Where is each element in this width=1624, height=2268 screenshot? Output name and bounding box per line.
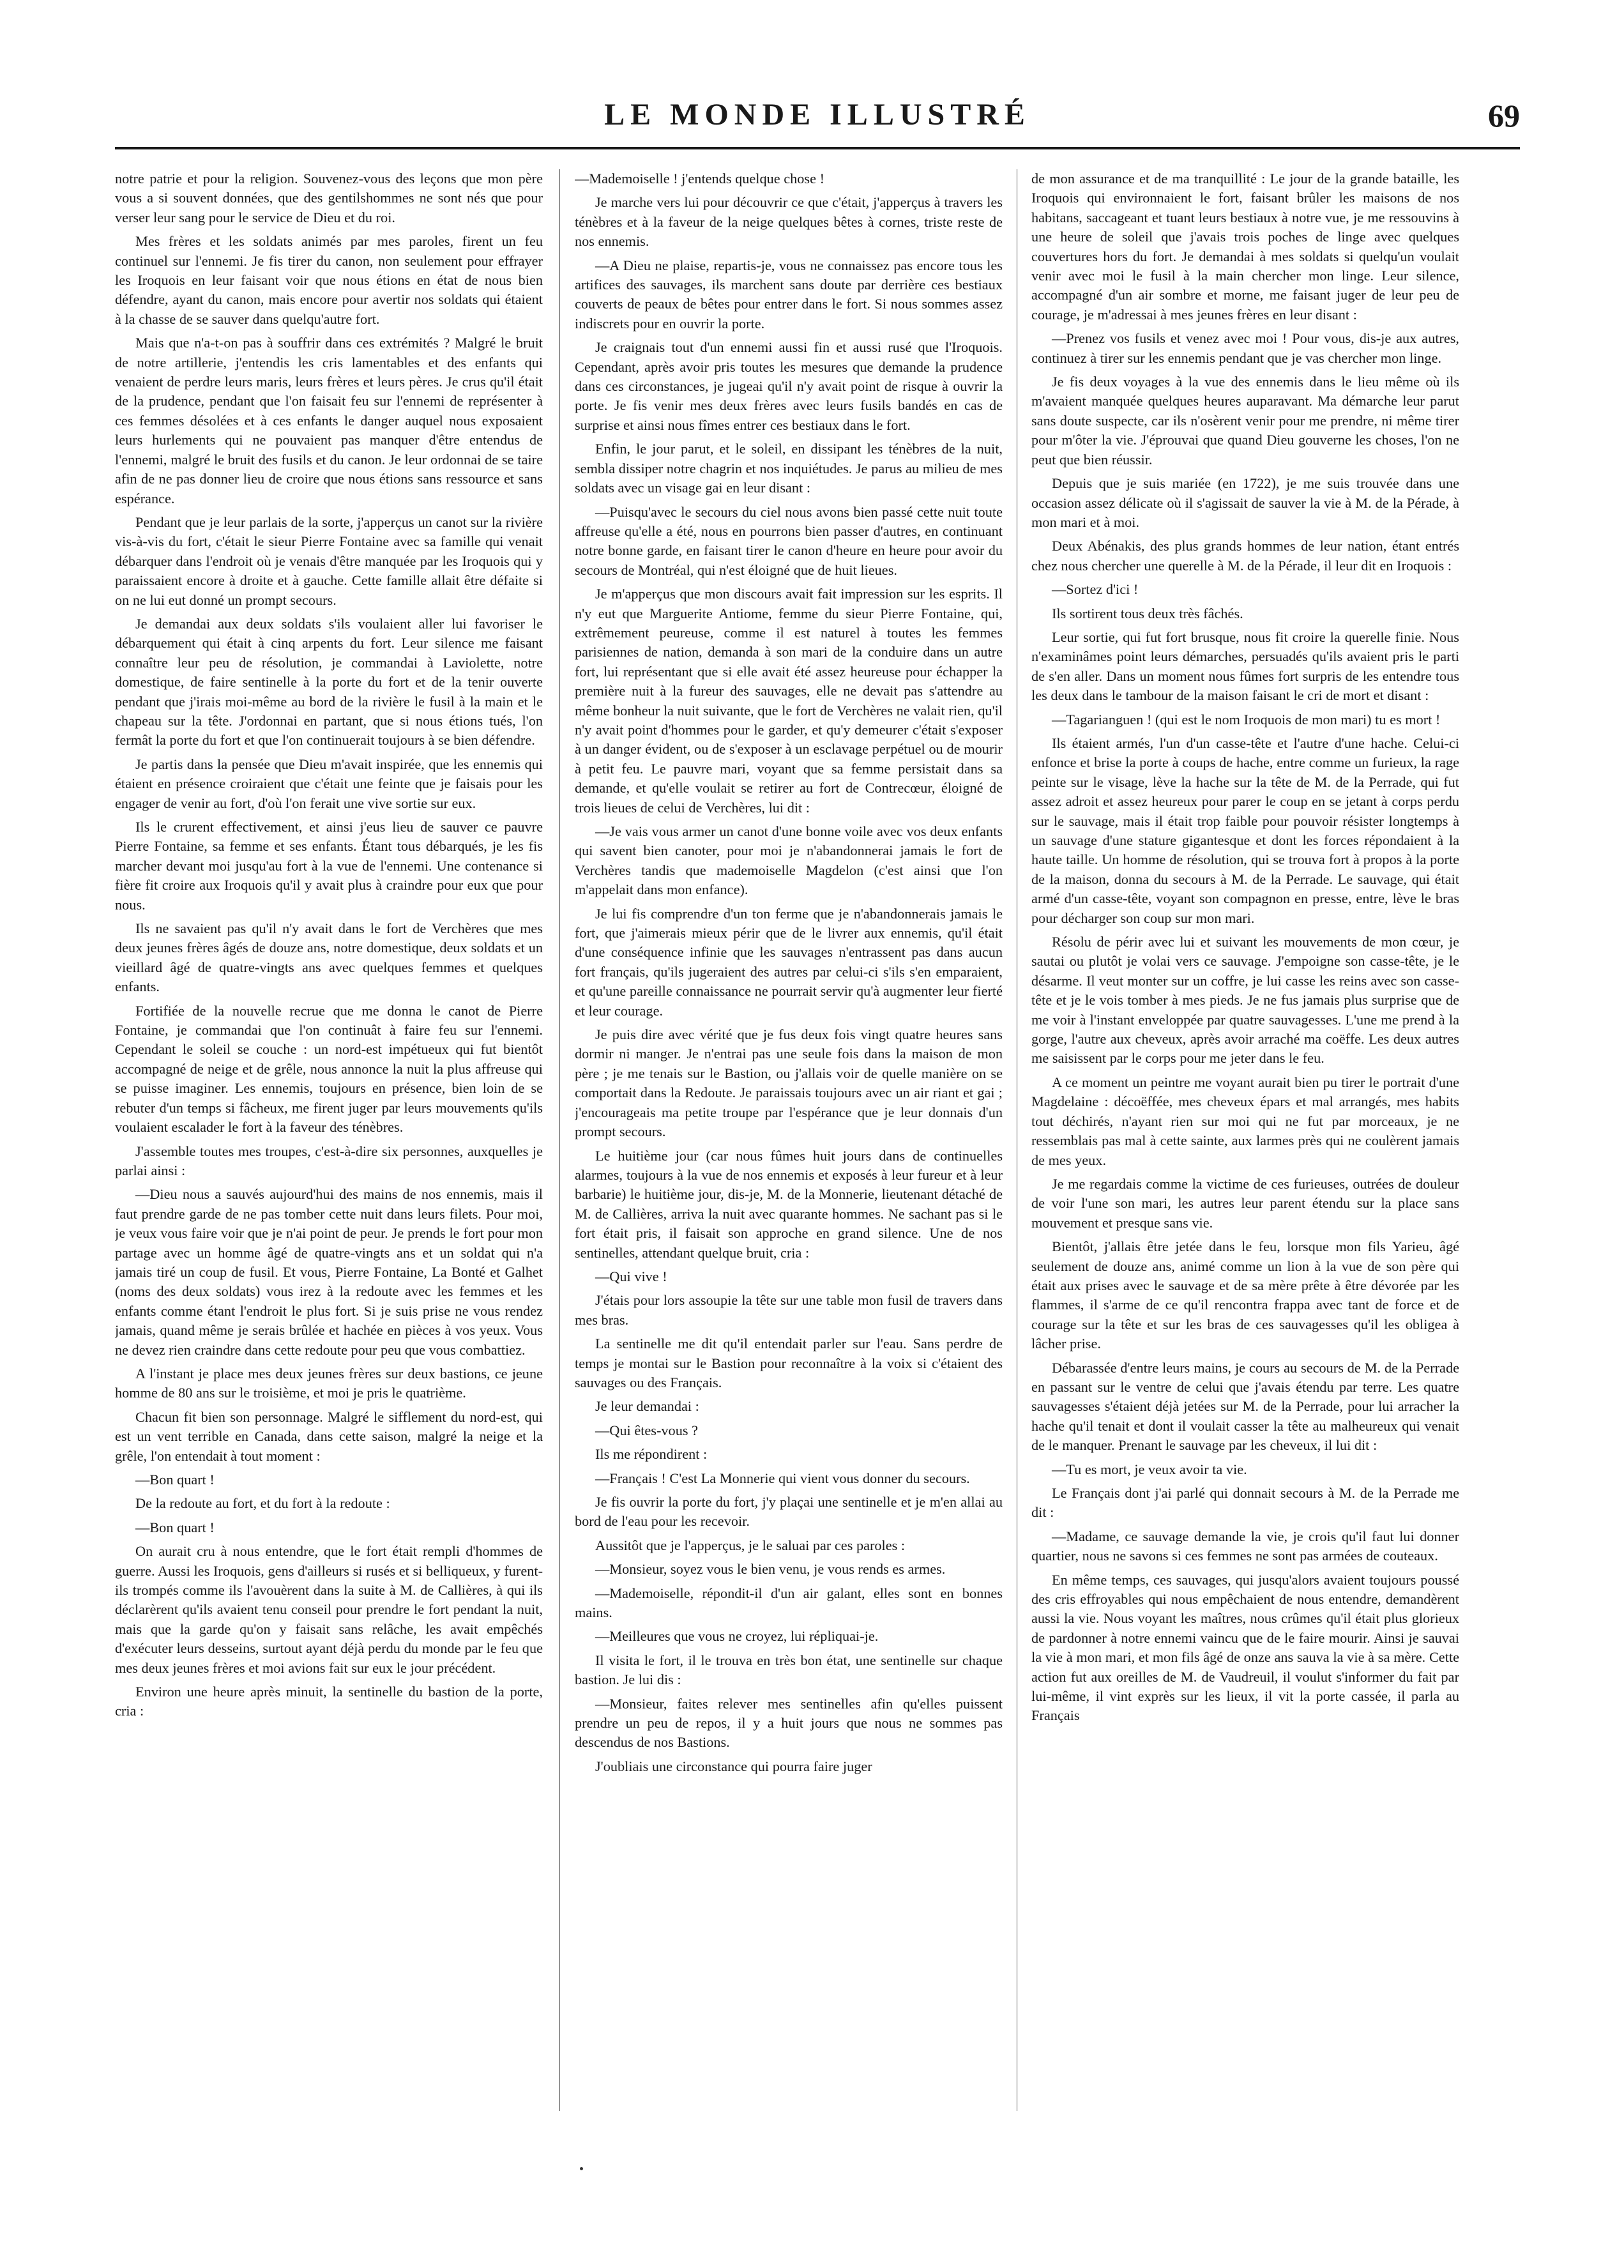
paragraph: Bientôt, j'allais être jetée dans le feu, lorsque mon fils Yarieu, âgé seulement de douze ans, animé comme un lion à la vue de son père qui était aux prises avec le sauvage et de sa mère prête à être dévorée par les flammes, il s'arme de ce qu'il rencontra frappa avec tant de force et de courage sur la tête et sur les bras de ces sauvagesses qu'il les obligea à lâcher prise.: [1031, 1238, 1459, 1352]
paragraph: J'assemble toutes mes troupes, c'est-à-dire six personnes, auxquelles je parlai ainsi :: [115, 1143, 543, 1178]
paragraph: Résolu de périr avec lui et suivant les mouvements de mon cœur, je sautai ou plutôt je volai vers ce sauvage. J'empoigne son casse-tête, je le désarme. Il veut monter sur un coffre, je lui casse les reins avec son casse-tête et je le vois tomber à mes pieds. Je ne fus jamais plus surprise que de me voir à l'instant enveloppée par quatre sauvagesses. L'une me prend à la gorge, l'autre aux cheveux, après avoir arraché ma coëffe. Les deux autres me saisissent par le corps pour me jeter dans le feu.: [1031, 934, 1459, 1067]
paragraph: Pendant que je leur parlais de la sorte, j'apperçus un canot sur la rivière vis-à-vis du fort, c'était le sieur Pierre Fontaine avec sa famille qui venait débarquer dans l'endroit où je venais d'être manquée par les Iroquois qui y paraissaient encore à droite et à gauche. Cette famille allait être défaite si on ne lui eut donné un prompt secours.: [115, 514, 543, 608]
paragraph: Le huitième jour (car nous fûmes huit jours dans de continuelles alarmes, toujours à la vue de nos ennemis et exposés à leur fureur et à leur barbarie) le huitième jour, dis-je, M. de la Monnerie, lieutenant détaché de M. de Callières, arriva la nuit avec quarante hommes. Ne sachant pas si le fort était pris, il faisait son approche en grand silence. Une de nos sentinelles, attendant quelque bruit, cria :: [575, 1147, 1003, 1261]
paragraph: La sentinelle me dit qu'il entendait parler sur l'eau. Sans perdre de temps je montai sur le Bastion pour reconnaître à la voix si c'étaient des sauvages ou des Français.: [575, 1336, 1003, 1390]
publication-title: LE MONDE ILLUSTRÉ: [604, 98, 1031, 132]
paragraph: Il visita le fort, il le trouva en très bon état, une sentinelle sur chaque bastion. Je lui dis :: [575, 1652, 1003, 1688]
paragraph: —Monsieur, soyez vous le bien venu, je vous rends es armes.: [595, 1561, 946, 1578]
paragraph: Environ une heure après minuit, la sentinelle du bastion de la porte, cria :: [115, 1684, 543, 1719]
paragraph: —Meilleures que vous ne croyez, lui répliquai-je.: [595, 1628, 879, 1645]
paragraph: En même temps, ces sauvages, qui jusqu'alors avaient toujours poussé des cris effroyables qui nous empêchaient de nous entendre, demandèrent aussi la vie. Nous voyant les maîtres, nous crûmes qu'il était plus glorieux de pardonner à notre ennemi vaincu que de le faire mourir. Ainsi je sauvai la vie à mon mari, et mon fils âgé de onze ans sauva la vie à sa mère. Cette action fut aux oreilles de M. de Vaudreuil, il voulut s'informer du fait par lui-même, il vint exprès sur les lieux, il vit la porte cassée, il parla au Français: [1031, 1571, 1459, 1724]
paragraph: J'oubliais une circonstance qui pourra faire juger: [595, 1758, 872, 1774]
paragraph: Je fis deux voyages à la vue des ennemis dans le lieu même où ils m'avaient manquée quelques heures auparavant. Ma démarche leur parut sans doute suspecte, car ils n'osèrent venir pour me prendre, ni même tirer pour m'ôter la vie. J'éprouvai que quand Dieu gouverne les choses, l'on ne peut que bien réussir.: [1031, 374, 1459, 468]
text-column-3: [1031, 169, 1459, 2098]
paragraph: Je demandai aux deux soldats s'ils voulaient aller lui favoriser le débarquement qui était à cinq arpents du fort. Leur silence me faisant connaître leur peu de résolution, je commandai à Laviolette, notre domestique, de faire sentinelle à la porte du fort et de la tenir ouverte pendant que j'irais moi-même au bord de la rivière le fusil à la main et le chapeau sur la tête. J'ordonnai en partant, que si nous étions tués, l'on fermât la porte du fort et que l'on continuerait toujours à se bien défendre.: [115, 615, 543, 749]
paragraph: —Bon quart !: [135, 1472, 215, 1488]
paragraph: —Sortez d'ici !: [1052, 581, 1139, 598]
paragraph: —Tagarianguen ! (qui est le nom Iroquois de mon mari) tu es mort !: [1052, 711, 1441, 727]
paragraph: —Prenez vos fusils et venez avec moi ! Pour vous, dis-je aux autres, continuez à tirer sur les ennemis pendant que je vas chercher mon linge.: [1031, 330, 1459, 366]
masthead: [115, 96, 1520, 149]
paragraph: Enfin, le jour parut, et le soleil, en dissipant les ténèbres de la nuit, sembla dissiper notre chagrin et nos inquiétudes. Je parus au milieu de mes soldats avec un visage gai en leur disant :: [575, 441, 1003, 496]
paragraph: —Dieu nous a sauvés aujourd'hui des mains de nos ennemis, mais il faut prendre garde de ne pas tomber cette nuit dans leurs filets. Pour moi, je veux vous faire voir que je n'ai point de peur. Je prends le fort pour mon partage avec un homme âgé de quatre-vingts ans et un soldat qui n'a jamais tiré un coup de fusil. Et vous, Pierre Fontaine, La Bonté et Galhet (noms des deux soldats) vous irez à la redoute avec les femmes et les enfants comme étant l'endroit le plus fort. Si je suis prise ne vous rendez jamais, quand même je serais brûlée et hachée en pièces à vos yeux. Vous ne devez rien craindre dans cette redoute pour peu que vous combattiez.: [115, 1186, 543, 1358]
paragraph: notre patrie et pour la religion. Souvenez-vous des leçons que mon père vous a si souvent données, que des gentilshommes ne sont nés que pour verser leur sang pour le service de Dieu et du roi.: [115, 171, 543, 225]
paragraph: —Mademoiselle ! j'entends quelque chose !: [575, 171, 825, 186]
paragraph: On aurait cru à nous entendre, que le fort était rempli d'hommes de guerre. Aussi les Iroquois, gens d'ailleurs si rusés et si belliqueux, y furent-ils trompés comme ils l'avouèrent dans la suite à M. de Callières, à qui ils déclarèrent qu'ils avaient tenu conseil pour prendre le fort pendant la nuit, mais que la garde qu'on y faisait sans relâche, les avait empêchés d'exécuter leurs desseins, surtout ayant déjà perdu du monde par le feu que mes deux jeunes frères et moi avions fait sur eux le jour précédent.: [115, 1543, 543, 1676]
paragraph: Aussitôt que je l'apperçus, je le saluai par ces paroles :: [595, 1537, 906, 1553]
paragraph: —Tu es mort, je veux avoir ta vie.: [1052, 1461, 1247, 1477]
paragraph: Je partis dans la pensée que Dieu m'avait inspirée, que les ennemis qui étaient en présence croiraient que c'était une feinte que je faisais pour les engager de venir au fort, d'où l'on ferait une vive sortie sur eux.: [115, 756, 543, 811]
paragraph: Je puis dire avec vérité que je fus deux fois vingt quatre heures sans dormir ni manger. Je n'entrai pas une seule fois dans la maison de mon père ; je me tenais sur le Bastion, ou j'allais voir de quelle manière on se comportait dans la Redoute. Je paraissais toujours avec un air riant et gai ; j'encourageais ma petite troupe par l'espérance que je leur donnais d'un prompt secours.: [575, 1026, 1003, 1140]
paragraph: —Français ! C'est La Monnerie qui vient vous donner du secours.: [595, 1470, 970, 1486]
paragraph: de mon assurance et de ma tranquillité : Le jour de la grande bataille, les Iroquois qui environnaient le fort, faisant brûler les maisons de nos habitans, saccageant et tuant leurs bestiaux à notre vue, je me ressouvins à une heure de soleil que j'avais trois poches de linge avec quelques couvertures hors du fort. Je demandai à mes soldats si quelqu'un voulait venir avec moi le fusil à la main chercher mon linge. Leur silence, accompagné d'un air sombre et morne, me faisant juger de leur peu de courage, je m'adressai à mes jeunes frères en leur disant :: [1031, 171, 1459, 323]
paragraph: Ils le crurent effectivement, et ainsi j'eus lieu de sauver ce pauvre Pierre Fontaine, sa femme et ses enfants. Étant tous débarqués, je les fis marcher devant moi jusqu'au fort à la vue de l'ennemi. Une contenance si fière fit croire aux Iroquois qu'il y avait plus à craindre pour eux que pour nous.: [115, 819, 543, 913]
paragraph: —Madame, ce sauvage demande la vie, je crois qu'il faut lui donner quartier, nous ne savons si ces femmes ne sont pas armées de couteaux.: [1031, 1528, 1459, 1564]
paragraph: J'étais pour lors assoupie la tête sur une table mon fusil de travers dans mes bras.: [575, 1292, 1003, 1328]
paragraph: Je craignais tout d'un ennemi aussi fin et aussi rusé que l'Iroquois. Cependant, après avoir pris toutes les mesures que demande la prudence dans ces circonstances, je jugeai qu'il n'y avait point de risque à ouvrir la porte. Je fis venir mes deux frères avec leurs fusils bandés en cas de surprise et ainsi nous fîmes entrer ces bestiaux dans le fort.: [575, 339, 1003, 433]
paragraph: Ils étaient armés, l'un d'un casse-tête et l'autre d'une hache. Celui-ci enfonce et brise la porte à coups de hache, entre comme un furieux, la rage peinte sur le visage, lève la hache sur la tête de M. de la Perrade, qui fut assez adroit et assez heureux pour parer le coup en se jetant à corps perdu sur le sauvage, mais il était trop faible pour pouvoir résister longtemps à un sauvage d'une stature gigantesque et dont les forces répondaient à la haute taille. Un homme de résolution, qui se trouva fort à propos à la porte de la maison, donna du secours à M. de la Perrade. Le sauvage, qui était armé d'un casse-tête, voyant son compagnon en presse, entre, lève le bras pour décharger son coup sur mon mari.: [1031, 734, 1459, 926]
paragraph: Leur sortie, qui fut fort brusque, nous fit croire la querelle finie. Nous n'examinâmes point leurs démarches, persuadés qu'ils avaient pris le parti de s'en aller. Dans un moment nous fûmes fort surpris de les entendre tous les deux dans le tambour de la maison faisant le cri de mort et disant :: [1031, 628, 1459, 704]
paragraph: Mes frères et les soldats animés par mes paroles, firent un feu continuel sur l'ennemi. Je fis tirer du canon, non seulement pour effrayer les Iroquois en leur faisant voir que nous étions en état de nous bien défendre, ayant du canon, mais encore pour avertir nos soldats qui étaient à la chasse de se sauver dans quelqu'autre fort.: [115, 233, 543, 327]
paragraph: —Mademoiselle, répondit-il d'un air galant, elles sont en bonnes mains.: [575, 1585, 1003, 1621]
column-divider: [559, 169, 560, 2111]
masthead-rule: [115, 147, 1520, 149]
paragraph: Je me regardais comme la victime de ces furieuses, outrées de douleur de voir l'une son mari, les autres leur parent étendu sur la place sans mouvement et presque sans vie.: [1031, 1175, 1459, 1231]
paragraph: —Je vais vous armer un canot d'une bonne voile avec vos deux enfants qui savent bien canoter, pour moi je n'abandonnerai jamais le fort de Verchères tandis que mademoiselle Magdelon (c'est ainsi que l'on m'appelait dans mon enfance).: [575, 823, 1003, 898]
paragraph: Je fis ouvrir la porte du fort, j'y plaçai une sentinelle et je m'en allai au bord de l'eau pour les recevoir.: [575, 1494, 1003, 1530]
paragraph: Ils sortirent tous deux très fâchés.: [1052, 605, 1243, 621]
text-column-1: [115, 169, 543, 2098]
paragraph: Mais que n'a-t-on pas à souffrir dans ces extrémités ? Malgré le bruit de notre artillerie, j'entendis les cris lamentables et des enfants qui venaient de perdre leurs maris, leurs frères et leurs pères. Je crus qu'il était de la prudence, pendant que l'on faisait feu sur l'ennemi de représenter à ces femmes désolées et à ces enfants le danger auquel nous exposaient leurs hurlements qui ne pouvaient pas manquer d'être entendus de l'ennemi, malgré le bruit des fusils et du canon. Je leur ordonnai de se taire afin de ne pas donner lieu de croire que nous étions sans ressource et sans espérance.: [115, 335, 543, 506]
text-column-2: [575, 169, 1003, 2098]
paragraph: Fortifiée de la nouvelle recrue que me donna le canot de Pierre Fontaine, je commandai que l'on continuât à faire feu sur l'ennemi. Cependant le soleil se couche : un nord-est impétueux qui fut bientôt accompagné de neige et de grêle, nous annonce la nuit la plus affreuse qui se puisse imaginer. Les ennemis, toujours en présence, bien loin de se rebuter d'un temps si fâcheux, me firent juger par leurs mouvements qu'ils voulaient escalader le fort à la faveur des ténèbres.: [115, 1002, 543, 1136]
ink-speck: [580, 2167, 583, 2170]
paragraph: Depuis que je suis mariée (en 1722), je me suis trouvée dans une occasion assez délicate où il s'agissait de sauver la vie à M. de la Pérade, à mon mari et à moi.: [1031, 475, 1459, 530]
paragraph: Ils me répondirent :: [595, 1446, 708, 1463]
paragraph: —A Dieu ne plaise, repartis-je, vous ne connaissez pas encore tous les artifices des sauvages, ils marchent sans doute par derrière ces bestiaux couverts de peaux de bêtes pour entrer dans le fort. Si nous sommes assez indiscrets pour en ouvrir la porte.: [575, 257, 1003, 331]
paragraph: A ce moment un peintre me voyant aurait bien pu tirer le portrait d'une Magdelaine : décoëffée, mes cheveux épars et mal arrangés, mes habits tout déchirés, n'ayant rien sur moi qui ne fut par morceaux, je ne ressemblais pas mal à cette sainte, aux larmes près qui ne coulèrent jamais de mes yeux.: [1031, 1074, 1459, 1168]
paragraph: —Qui êtes-vous ?: [595, 1422, 698, 1438]
paragraph: Je m'apperçus que mon discours avait fait impression sur les esprits. Il n'y eut que Marguerite Antiome, femme du sieur Pierre Fontaine, qui, extrêmement peureuse, comme il est naturel à toutes les femmes parisiennes de nation, demanda à son mari de la conduire dans un autre fort, lui représentant que si elle avait été assez heureuse pour échapper la première nuit à la fureur des sauvages, elle ne devait pas s'attendre au même bonheur la nuit suivante, que le fort de Verchères ne valait rien, qu'il n'y avait point d'hommes pour le garder, et qu'y demeurer c'était s'exposer à un danger évident, ou de s'exposer à un esclavage perpétuel ou de mourir à petit feu. Le pauvre mari, voyant que sa femme persistait dans sa demande, et qu'elle voulait se retirer au fort de Contrecœur, éloigné de trois lieues de celui de Verchères, lui dit :: [575, 586, 1003, 816]
paragraph: Deux Abénakis, des plus grands hommes de leur nation, étant entrés chez nous chercher une querelle à M. de la Pérade, il leur dit en Iroquois :: [1031, 538, 1459, 574]
paragraph: Le Français dont j'ai parlé qui donnait secours à M. de la Perrade me dit :: [1031, 1485, 1459, 1521]
paragraph: Je lui fis comprendre d'un ton ferme que je n'abandonnerais jamais le fort, que j'aimerais mieux périr que de le livrer aux ennemis, qu'il était d'une conséquence infinie que les sauvages n'entrassent pas dans aucun fort français, qu'ils jugeraient des autres par celui-ci s'ils s'en emparaient, et qu'une pareille connaissance ne pourrait servir qu'à augmenter leur fierté et leur courage.: [575, 905, 1003, 1019]
page-number: 69: [1488, 98, 1520, 133]
paragraph: A l'instant je place mes deux jeunes frères sur deux bastions, ce jeune homme de 80 ans sur le troisième, et moi je pris le quatrième.: [115, 1365, 543, 1401]
paragraph: Je leur demandai :: [595, 1398, 699, 1415]
paragraph: Ils ne savaient pas qu'il n'y avait dans le fort de Verchères que mes deux jeunes frères âgés de douze ans, notre domestique, deux soldats et un vieillard âgé de quatre-vingts ans avec quelques femmes et quelques enfants.: [115, 920, 543, 995]
paragraph: —Puisqu'avec le secours du ciel nous avons bien passé cette nuit toute affreuse qu'elle a été, nous en pourrons bien passer d'autres, en continuant notre bonne garde, en faisant tirer le canon d'heure en heure pour avoir du secours de Montréal, qui n'est éloigné que de huit lieues.: [575, 503, 1003, 578]
paragraph: Je marche vers lui pour découvrir ce que c'était, j'apperçus à travers les ténèbres et à la faveur de la neige quelques bêtes à cornes, triste reste de nos ennemis.: [575, 194, 1003, 250]
paragraph: —Qui vive !: [595, 1268, 667, 1284]
paragraph: —Monsieur, faites relever mes sentinelles afin qu'elles puissent prendre un peu de repos, il y a huit jours que nous ne sommes pas descendus de nos Bastions.: [575, 1695, 1003, 1751]
paragraph: Débarassée d'entre leurs mains, je cours au secours de M. de la Perrade en passant sur le ventre de celui que j'avais étendu par terre. Les quatre sauvagesses s'étaient déjà jetées sur M. de la Perrade, pour lui arracher la hache qu'il tenait et dont il voulait casser la tête au malheureux qui venait de le manquer. Prenant le sauvage par les cheveux, il lui dit :: [1031, 1359, 1459, 1454]
paragraph: De la redoute au fort, et du fort à la redoute :: [135, 1495, 390, 1512]
paragraph: Chacun fit bien son personnage. Malgré le sifflement du nord-est, qui est un vent terrible en Canada, dans cette saison, malgré la neige et la grêle, l'on entendait à tout moment :: [115, 1408, 543, 1464]
paragraph: —Bon quart !: [135, 1519, 215, 1535]
